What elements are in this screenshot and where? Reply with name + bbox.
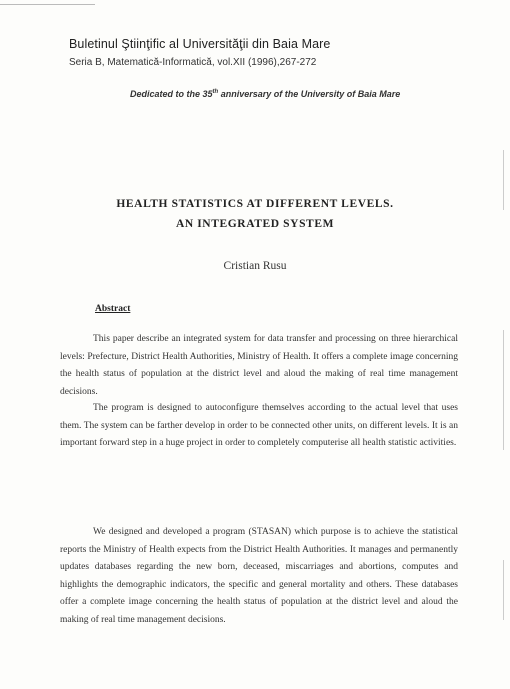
paper-title-line-2: AN INTEGRATED SYSTEM [175,218,335,230]
journal-name: Buletinul Ştiinţific al Universităţii din Baia Mare [69,37,331,51]
scan-edge-line [0,4,95,5]
author-name: Cristian Rusu [223,260,287,272]
dedication-suffix: anniversary of the University of Baia Mare [218,89,401,99]
abstract-heading: Abstract [95,304,131,314]
abstract-paragraph-1: This paper describe an integrated system for data transfer and processing on three hierarchical levels: Prefecture, District Health Authorities, Ministry of Health. It offers a complete image concerning the health status of population at the district level and aloud the making of real time management decisions. [60,334,458,397]
abstract-paragraph-2: The program is designed to autoconfigure themselves according to the actual level that uses them. The system can be farther develop in order to be connected other units, on different levels. It is an important forward step in a huge project in order to completely computerise all health statistic activities. [60,403,458,448]
body-paragraph-1: We designed and developed a program (STASAN) which purpose is to achieve the statistical reports the Ministry of Health expects from the District Health Authorities. It manages and permanently updates databases regarding the new born, deceased, miscarriages and abortions, computes and highlights the demographic indicators, the specific and general mortality and others. These databases offer a complete image concerning the health status of population at the district level and aloud the making of real time management decisions. [60,527,458,625]
scan-margin-mark [503,330,504,450]
paper-title-line-1: HEALTH STATISTICS AT DIFFERENT LEVELS. [116,198,394,210]
journal-series: Seria B, Matematică-Informatică, vol.XII (1996),267-272 [69,57,317,68]
dedication-prefix: Dedicated to the 35 [130,89,213,99]
scan-margin-mark [503,560,504,620]
dedication-superscript: th [212,89,219,95]
dedication-line [130,89,400,99]
